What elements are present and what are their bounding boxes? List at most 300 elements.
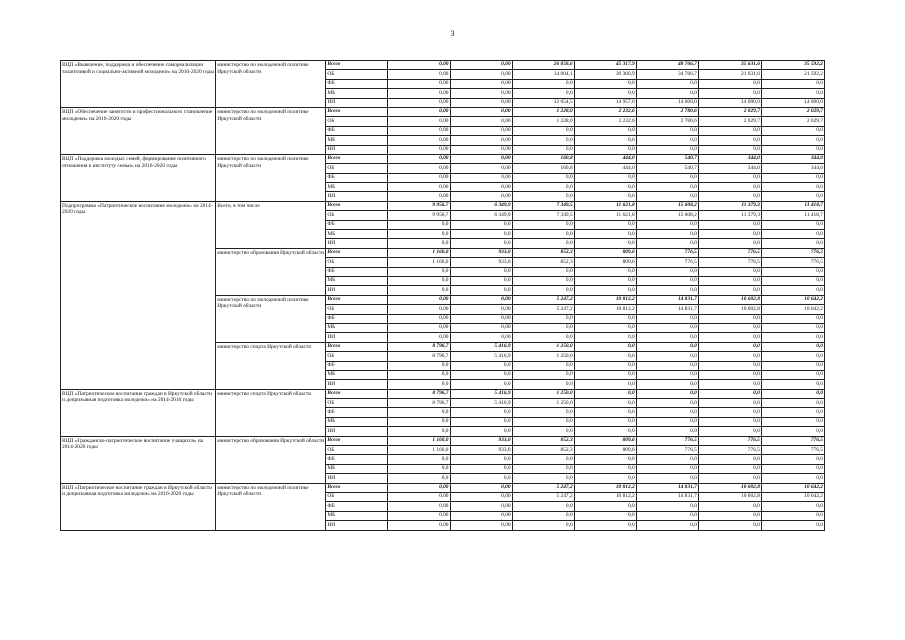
amount-cell: 0,0 bbox=[636, 399, 698, 408]
amount-cell: 809,6 bbox=[574, 446, 636, 455]
amount-cell: 444,0 bbox=[574, 154, 636, 163]
amount-cell: 0,00 bbox=[450, 154, 512, 163]
amount-cell: 933,0 bbox=[450, 446, 512, 455]
amount-cell: 0,0 bbox=[574, 314, 636, 323]
amount-cell: 0,00 bbox=[388, 192, 450, 201]
amount-cell: 0,00 bbox=[450, 61, 512, 70]
amount-cell: 0,0 bbox=[761, 464, 824, 473]
responsible-executor-cell: министерство по молодежной политике Иркутской области bbox=[216, 483, 326, 530]
amount-cell: 0,0 bbox=[761, 342, 824, 351]
amount-cell: 0,0 bbox=[512, 408, 574, 417]
amount-cell: 5 247,2 bbox=[512, 295, 574, 304]
amount-cell: 10 642,2 bbox=[761, 295, 824, 304]
amount-cell: 0,0 bbox=[636, 464, 698, 473]
amount-cell: 0,0 bbox=[450, 230, 512, 239]
amount-cell: 0,0 bbox=[512, 427, 574, 436]
amount-cell: 0,0 bbox=[636, 267, 698, 276]
amount-cell: 0,00 bbox=[450, 483, 512, 492]
funding-source-cell: ИИ bbox=[326, 192, 388, 201]
amount-cell: 0,0 bbox=[574, 352, 636, 361]
amount-cell: 14 004,1 bbox=[512, 70, 574, 79]
amount-cell: 0,0 bbox=[512, 502, 574, 511]
amount-cell: 12 054,5 bbox=[512, 98, 574, 107]
amount-cell: 0,0 bbox=[636, 286, 698, 295]
amount-cell: 0,0 bbox=[512, 474, 574, 483]
amount-cell: 0,00 bbox=[450, 117, 512, 126]
amount-cell: 10 812,2 bbox=[574, 305, 636, 314]
amount-cell: 0,0 bbox=[574, 333, 636, 342]
amount-cell: 0,00 bbox=[388, 183, 450, 192]
amount-cell: 0,0 bbox=[761, 474, 824, 483]
amount-cell: 0,0 bbox=[761, 361, 824, 370]
amount-cell: 0,0 bbox=[698, 455, 761, 464]
amount-cell: 0,0 bbox=[450, 380, 512, 389]
amount-cell: 0,0 bbox=[761, 333, 824, 342]
amount-cell: 0,0 bbox=[450, 408, 512, 417]
amount-cell: 5 247,2 bbox=[512, 305, 574, 314]
amount-cell: 0,0 bbox=[636, 145, 698, 154]
funding-source-cell: МБ bbox=[326, 136, 388, 145]
amount-cell: 0,00 bbox=[388, 521, 450, 530]
amount-cell: 0,0 bbox=[574, 323, 636, 332]
amount-cell: 0,00 bbox=[388, 154, 450, 163]
amount-cell: 0,0 bbox=[698, 389, 761, 398]
funding-source-cell: ОБ bbox=[326, 117, 388, 126]
amount-cell: 6 349,9 bbox=[450, 201, 512, 210]
amount-cell: 344,0 bbox=[698, 154, 761, 163]
responsible-executor-cell: министерство по молодежной политике Иркутской области bbox=[216, 107, 326, 154]
amount-cell: 0,0 bbox=[636, 230, 698, 239]
amount-cell: 0,0 bbox=[698, 276, 761, 285]
program-name-cell: ВЦП «Патриотическое воспитание граждан в Иркутской области и допризывная подготовка молодежи» на 2014-2016 годы bbox=[61, 389, 216, 436]
funding-source-cell: МБ bbox=[326, 183, 388, 192]
amount-cell: 0,0 bbox=[388, 276, 450, 285]
amount-cell: 0,0 bbox=[761, 79, 824, 88]
amount-cell: 0,0 bbox=[761, 183, 824, 192]
amount-cell: 0,00 bbox=[450, 98, 512, 107]
amount-cell: 2 029,7 bbox=[761, 117, 824, 126]
amount-cell: 0,00 bbox=[388, 333, 450, 342]
amount-cell: 15 608,2 bbox=[636, 211, 698, 220]
amount-cell: 0,0 bbox=[761, 314, 824, 323]
amount-cell: 9 956,7 bbox=[388, 211, 450, 220]
amount-cell: 0,00 bbox=[450, 511, 512, 520]
amount-cell: 0,0 bbox=[636, 370, 698, 379]
amount-cell: 0,0 bbox=[574, 136, 636, 145]
amount-cell: 7 349,5 bbox=[512, 211, 574, 220]
amount-cell: 0,0 bbox=[636, 361, 698, 370]
funding-source-cell: ИИ bbox=[326, 427, 388, 436]
amount-cell: 0,0 bbox=[388, 380, 450, 389]
amount-cell: 0,0 bbox=[512, 173, 574, 182]
amount-cell: 0,00 bbox=[388, 117, 450, 126]
amount-cell: 21 592,2 bbox=[761, 70, 824, 79]
funding-source-cell: ФБ bbox=[326, 502, 388, 511]
amount-cell: 8 796,7 bbox=[388, 399, 450, 408]
amount-cell: 0,0 bbox=[761, 276, 824, 285]
funding-source-cell: МБ bbox=[326, 511, 388, 520]
amount-cell: 0,0 bbox=[761, 399, 824, 408]
amount-cell: 10 602,8 bbox=[698, 492, 761, 501]
amount-cell: 0,00 bbox=[388, 126, 450, 135]
amount-cell: 0,0 bbox=[512, 89, 574, 98]
amount-cell: 0,0 bbox=[636, 239, 698, 248]
amount-cell: 11 418,7 bbox=[761, 211, 824, 220]
amount-cell: 0,0 bbox=[574, 511, 636, 520]
amount-cell: 0,0 bbox=[450, 427, 512, 436]
amount-cell: 0,00 bbox=[388, 79, 450, 88]
amount-cell: 0,0 bbox=[450, 276, 512, 285]
responsible-executor-cell: министерство по молодежной политике Иркутской области bbox=[216, 61, 326, 108]
amount-cell: 0,00 bbox=[388, 61, 450, 70]
amount-cell: 0,00 bbox=[450, 492, 512, 501]
table-body bbox=[61, 61, 825, 531]
responsible-executor-cell: Всего, в том числе bbox=[216, 201, 326, 248]
amount-cell: 0,00 bbox=[450, 89, 512, 98]
amount-cell: 0,0 bbox=[388, 267, 450, 276]
funding-source-cell: ОБ bbox=[326, 446, 388, 455]
amount-cell: 1 250,0 bbox=[512, 342, 574, 351]
amount-cell: 0,0 bbox=[636, 502, 698, 511]
amount-cell: 0,00 bbox=[388, 145, 450, 154]
amount-cell: 10 602,8 bbox=[698, 305, 761, 314]
amount-cell: 8 796,7 bbox=[388, 342, 450, 351]
program-name-cell: ВЦП «Обеспечение занятости и профессионального становление молодежи» на 2016-2020 годы bbox=[61, 107, 216, 154]
amount-cell: 0,0 bbox=[512, 230, 574, 239]
funding-source-cell: ОБ bbox=[326, 258, 388, 267]
amount-cell: 0,0 bbox=[636, 521, 698, 530]
amount-cell: 0,0 bbox=[574, 399, 636, 408]
amount-cell: 0,0 bbox=[636, 389, 698, 398]
amount-cell: 0,0 bbox=[512, 323, 574, 332]
amount-cell: 2 029,7 bbox=[698, 117, 761, 126]
amount-cell: 0,00 bbox=[450, 323, 512, 332]
amount-cell: 0,0 bbox=[388, 361, 450, 370]
funding-source-cell: ОБ bbox=[326, 211, 388, 220]
amount-cell: 0,0 bbox=[512, 220, 574, 229]
amount-cell: 852,3 bbox=[512, 258, 574, 267]
amount-cell: 0,0 bbox=[761, 286, 824, 295]
funding-source-cell: Всего bbox=[326, 436, 388, 445]
amount-cell: 2 029,7 bbox=[698, 107, 761, 116]
amount-cell: 10 812,2 bbox=[574, 492, 636, 501]
amount-cell: 0,0 bbox=[698, 89, 761, 98]
amount-cell: 0,0 bbox=[574, 521, 636, 530]
amount-cell: 776,5 bbox=[761, 248, 824, 257]
amount-cell: 0,0 bbox=[761, 408, 824, 417]
amount-cell: 0,0 bbox=[512, 511, 574, 520]
amount-cell: 0,0 bbox=[761, 89, 824, 98]
program-name-cell: ВЦП «Поддержка молодых семей, формирование позитивного отношения к институту семьи» на 2016-2020 годы bbox=[61, 154, 216, 201]
amount-cell: 344,0 bbox=[761, 154, 824, 163]
amount-cell: 0,0 bbox=[388, 474, 450, 483]
amount-cell: 0,0 bbox=[761, 521, 824, 530]
amount-cell: 1 228,0 bbox=[512, 107, 574, 116]
amount-cell: 0,0 bbox=[636, 136, 698, 145]
amount-cell: 26 058,6 bbox=[512, 61, 574, 70]
amount-cell: 0,00 bbox=[450, 70, 512, 79]
program-name-cell: ВЦП «Патриотическое воспитание граждан в Иркутской области и допризывная подготовка молодежи» на 2016-2020 годы bbox=[61, 483, 216, 530]
amount-cell: 0,0 bbox=[450, 370, 512, 379]
amount-cell: 0,0 bbox=[636, 89, 698, 98]
table-row bbox=[61, 61, 825, 70]
amount-cell: 0,0 bbox=[636, 276, 698, 285]
amount-cell: 2 780,6 bbox=[636, 107, 698, 116]
funding-source-cell: ОБ bbox=[326, 305, 388, 314]
funding-source-cell: Всего bbox=[326, 154, 388, 163]
funding-source-cell: ФБ bbox=[326, 455, 388, 464]
amount-cell: 5 416,9 bbox=[450, 342, 512, 351]
amount-cell: 0,00 bbox=[388, 98, 450, 107]
amount-cell: 0,0 bbox=[512, 417, 574, 426]
responsible-executor-cell: министерство по молодежной политике Иркутской области bbox=[216, 154, 326, 201]
amount-cell: 9 956,7 bbox=[388, 201, 450, 210]
amount-cell: 0,0 bbox=[450, 417, 512, 426]
amount-cell: 11 621,8 bbox=[574, 211, 636, 220]
amount-cell: 0,0 bbox=[698, 361, 761, 370]
amount-cell: 0,0 bbox=[761, 136, 824, 145]
amount-cell: 0,0 bbox=[512, 267, 574, 276]
funding-source-cell: ИИ bbox=[326, 474, 388, 483]
funding-source-cell: ИИ bbox=[326, 286, 388, 295]
amount-cell: 0,00 bbox=[450, 295, 512, 304]
amount-cell: 0,00 bbox=[388, 305, 450, 314]
amount-cell: 0,0 bbox=[761, 380, 824, 389]
amount-cell: 0,0 bbox=[761, 389, 824, 398]
funding-source-cell: Всего bbox=[326, 483, 388, 492]
amount-cell: 0,0 bbox=[574, 361, 636, 370]
funding-source-cell: ИИ bbox=[326, 380, 388, 389]
amount-cell: 0,0 bbox=[512, 333, 574, 342]
amount-cell: 0,0 bbox=[698, 314, 761, 323]
amount-cell: 0,0 bbox=[574, 342, 636, 351]
amount-cell: 0,0 bbox=[698, 521, 761, 530]
funding-table bbox=[60, 60, 825, 531]
amount-cell: 0,00 bbox=[450, 183, 512, 192]
amount-cell: 11 418,7 bbox=[761, 201, 824, 210]
amount-cell: 0,0 bbox=[574, 220, 636, 229]
amount-cell: 2 780,6 bbox=[636, 117, 698, 126]
amount-cell: 0,0 bbox=[388, 370, 450, 379]
amount-cell: 0,0 bbox=[512, 380, 574, 389]
amount-cell: 933,0 bbox=[450, 248, 512, 257]
amount-cell: 14 831,7 bbox=[636, 295, 698, 304]
amount-cell: 48 766,7 bbox=[636, 61, 698, 70]
amount-cell: 14 000,0 bbox=[636, 98, 698, 107]
amount-cell: 0,00 bbox=[450, 173, 512, 182]
amount-cell: 5 247,2 bbox=[512, 483, 574, 492]
amount-cell: 0,0 bbox=[698, 342, 761, 351]
amount-cell: 540,7 bbox=[636, 154, 698, 163]
amount-cell: 0,0 bbox=[698, 145, 761, 154]
amount-cell: 21 631,6 bbox=[698, 70, 761, 79]
amount-cell: 0,0 bbox=[698, 427, 761, 436]
amount-cell: 8 796,7 bbox=[388, 352, 450, 361]
amount-cell: 0,0 bbox=[512, 276, 574, 285]
amount-cell: 0,0 bbox=[761, 455, 824, 464]
funding-source-cell: ОБ bbox=[326, 492, 388, 501]
amount-cell: 0,0 bbox=[574, 464, 636, 473]
amount-cell: 540,7 bbox=[636, 164, 698, 173]
responsible-executor-cell: министерство спорта Иркутской области bbox=[216, 389, 326, 436]
amount-cell: 0,0 bbox=[512, 455, 574, 464]
amount-cell: 0,0 bbox=[450, 239, 512, 248]
program-name-cell: ВЦП «Выявление, поддержка и обеспечение самореализации талантливой и социально-активной молодежи» на 2016-2020 годы bbox=[61, 61, 216, 108]
amount-cell: 0,00 bbox=[388, 483, 450, 492]
amount-cell: 776,5 bbox=[761, 258, 824, 267]
amount-cell: 0,00 bbox=[450, 314, 512, 323]
amount-cell: 0,0 bbox=[698, 220, 761, 229]
amount-cell: 0,0 bbox=[698, 511, 761, 520]
funding-source-cell: Всего bbox=[326, 61, 388, 70]
program-name-cell: Подпрограмма «Патриотическое воспитание молодежи» на 2014-2020 годы bbox=[61, 201, 216, 389]
amount-cell: 0,0 bbox=[512, 126, 574, 135]
amount-cell: 0,0 bbox=[574, 286, 636, 295]
amount-cell: 0,0 bbox=[698, 474, 761, 483]
amount-cell: 0,0 bbox=[388, 464, 450, 473]
amount-cell: 0,0 bbox=[636, 323, 698, 332]
amount-cell: 344,0 bbox=[698, 164, 761, 173]
amount-cell: 0,0 bbox=[698, 417, 761, 426]
amount-cell: 0,0 bbox=[698, 239, 761, 248]
amount-cell: 444,0 bbox=[574, 164, 636, 173]
amount-cell: 1 160,0 bbox=[388, 258, 450, 267]
amount-cell: 809,6 bbox=[574, 436, 636, 445]
amount-cell: 0,0 bbox=[574, 192, 636, 201]
amount-cell: 0,0 bbox=[512, 370, 574, 379]
amount-cell: 0,0 bbox=[574, 267, 636, 276]
amount-cell: 0,00 bbox=[388, 323, 450, 332]
amount-cell: 0,0 bbox=[761, 323, 824, 332]
amount-cell: 0,0 bbox=[636, 183, 698, 192]
amount-cell: 1 160,0 bbox=[388, 436, 450, 445]
amount-cell: 0,0 bbox=[574, 417, 636, 426]
amount-cell: 0,0 bbox=[698, 370, 761, 379]
amount-cell: 10 642,2 bbox=[761, 305, 824, 314]
amount-cell: 2 232,6 bbox=[574, 107, 636, 116]
amount-cell: 776,5 bbox=[761, 436, 824, 445]
amount-cell: 0,0 bbox=[761, 502, 824, 511]
amount-cell: 0,0 bbox=[574, 126, 636, 135]
amount-cell: 0,0 bbox=[761, 173, 824, 182]
amount-cell: 0,0 bbox=[636, 79, 698, 88]
amount-cell: 0,0 bbox=[388, 239, 450, 248]
amount-cell: 10 642,2 bbox=[761, 492, 824, 501]
funding-source-cell: ОБ bbox=[326, 164, 388, 173]
amount-cell: 1 160,0 bbox=[388, 446, 450, 455]
amount-cell: 2 029,7 bbox=[761, 107, 824, 116]
funding-source-cell: ФБ bbox=[326, 267, 388, 276]
funding-source-cell: ФБ bbox=[326, 220, 388, 229]
amount-cell: 14 831,7 bbox=[636, 305, 698, 314]
amount-cell: 0,0 bbox=[698, 183, 761, 192]
amount-cell: 0,00 bbox=[450, 192, 512, 201]
amount-cell: 776,5 bbox=[698, 436, 761, 445]
amount-cell: 0,0 bbox=[512, 192, 574, 201]
funding-source-cell: Всего bbox=[326, 201, 388, 210]
amount-cell: 0,0 bbox=[761, 511, 824, 520]
funding-source-cell: ИИ bbox=[326, 239, 388, 248]
amount-cell: 0,0 bbox=[636, 126, 698, 135]
amount-cell: 0,0 bbox=[512, 136, 574, 145]
amount-cell: 0,0 bbox=[761, 352, 824, 361]
amount-cell: 0,0 bbox=[636, 220, 698, 229]
amount-cell: 11 621,8 bbox=[574, 201, 636, 210]
amount-cell: 852,3 bbox=[512, 436, 574, 445]
amount-cell: 0,0 bbox=[512, 79, 574, 88]
funding-source-cell: ИИ bbox=[326, 145, 388, 154]
amount-cell: 0,0 bbox=[388, 427, 450, 436]
amount-cell: 0,0 bbox=[698, 333, 761, 342]
amount-cell: 0,00 bbox=[450, 79, 512, 88]
funding-source-cell: МБ bbox=[326, 323, 388, 332]
amount-cell: 0,0 bbox=[512, 183, 574, 192]
amount-cell: 0,0 bbox=[636, 333, 698, 342]
amount-cell: 30 360,9 bbox=[574, 70, 636, 79]
amount-cell: 0,0 bbox=[574, 455, 636, 464]
amount-cell: 0,0 bbox=[450, 455, 512, 464]
amount-cell: 160,8 bbox=[512, 164, 574, 173]
amount-cell: 0,0 bbox=[636, 380, 698, 389]
amount-cell: 1 250,0 bbox=[512, 399, 574, 408]
amount-cell: 0,0 bbox=[698, 173, 761, 182]
amount-cell: 34 766,7 bbox=[636, 70, 698, 79]
amount-cell: 0,0 bbox=[388, 408, 450, 417]
program-name-cell: ВЦП «Гражданско-патриотическое воспитание учащихся» на 2014-2020 годы bbox=[61, 436, 216, 483]
funding-source-cell: Всего bbox=[326, 389, 388, 398]
amount-cell: 14 831,7 bbox=[636, 483, 698, 492]
amount-cell: 15 608,2 bbox=[636, 201, 698, 210]
amount-cell: 776,5 bbox=[636, 248, 698, 257]
funding-source-cell: Всего bbox=[326, 295, 388, 304]
amount-cell: 5 416,9 bbox=[450, 389, 512, 398]
amount-cell: 11 379,3 bbox=[698, 201, 761, 210]
amount-cell: 0,0 bbox=[636, 417, 698, 426]
amount-cell: 0,0 bbox=[636, 314, 698, 323]
amount-cell: 14 000,0 bbox=[761, 98, 824, 107]
amount-cell: 0,00 bbox=[450, 521, 512, 530]
amount-cell: 0,0 bbox=[388, 220, 450, 229]
amount-cell: 35 631,6 bbox=[698, 61, 761, 70]
table-row bbox=[61, 107, 825, 116]
funding-source-cell: ИИ bbox=[326, 98, 388, 107]
amount-cell: 0,0 bbox=[388, 417, 450, 426]
amount-cell: 776,5 bbox=[636, 436, 698, 445]
table-row bbox=[61, 389, 825, 398]
amount-cell: 0,00 bbox=[450, 333, 512, 342]
amount-cell: 0,00 bbox=[388, 136, 450, 145]
funding-source-cell: Всего bbox=[326, 248, 388, 257]
amount-cell: 0,0 bbox=[698, 399, 761, 408]
amount-cell: 0,0 bbox=[636, 192, 698, 201]
funding-source-cell: Всего bbox=[326, 107, 388, 116]
amount-cell: 0,0 bbox=[574, 230, 636, 239]
amount-cell: 852,3 bbox=[512, 248, 574, 257]
amount-cell: 0,0 bbox=[698, 126, 761, 135]
amount-cell: 0,0 bbox=[636, 342, 698, 351]
amount-cell: 0,0 bbox=[636, 173, 698, 182]
funding-source-cell: МБ bbox=[326, 230, 388, 239]
table-row bbox=[61, 154, 825, 163]
amount-cell: 0,0 bbox=[761, 370, 824, 379]
funding-source-cell: МБ bbox=[326, 89, 388, 98]
amount-cell: 933,0 bbox=[450, 436, 512, 445]
amount-cell: 10 812,2 bbox=[574, 483, 636, 492]
funding-source-cell: ФБ bbox=[326, 173, 388, 182]
amount-cell: 0,00 bbox=[388, 173, 450, 182]
amount-cell: 0,0 bbox=[450, 267, 512, 276]
funding-source-cell: ФБ bbox=[326, 126, 388, 135]
